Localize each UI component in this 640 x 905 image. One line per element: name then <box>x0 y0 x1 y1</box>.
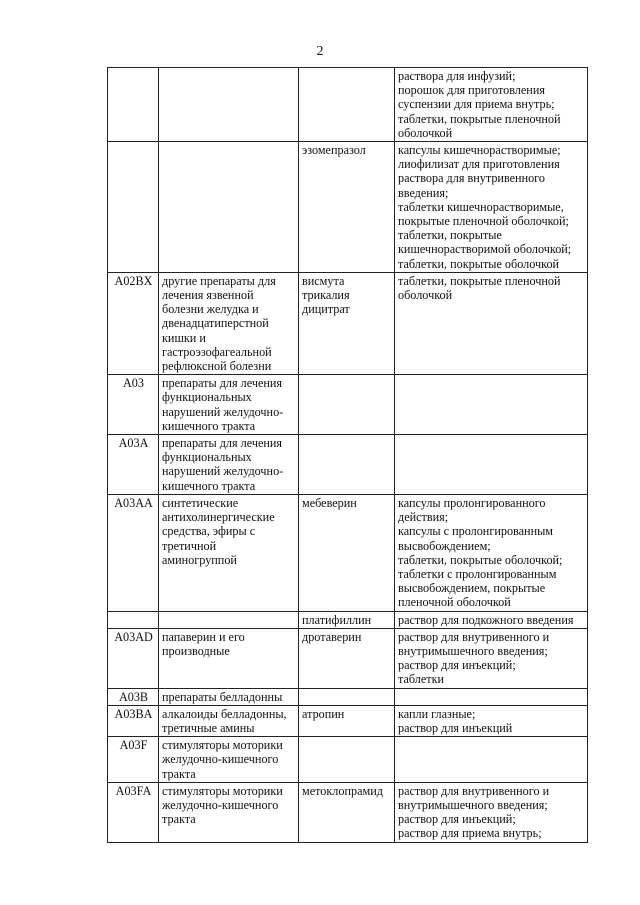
cell-text-line: раствор для инъекций; <box>398 812 516 827</box>
cell-text-line: раствора для внутривенного <box>398 171 545 186</box>
dosage-forms-cell <box>395 628 588 688</box>
page-number: 2 <box>316 44 324 59</box>
cell-text-line: пленочной оболочкой <box>398 595 511 610</box>
cell-text-line: платифиллин <box>302 612 372 627</box>
dosage-forms-cell <box>395 705 588 736</box>
cell-text-line: мебеверин <box>302 495 357 510</box>
cell-text-line: другие препараты для <box>162 273 276 288</box>
cell-text-line: таблетки, покрытые оболочкой <box>398 256 560 271</box>
drug-name-cell <box>299 142 395 273</box>
cell-text-line: лиофилизат для приготовления <box>398 157 560 172</box>
cell-text-line: функциональных <box>162 390 252 405</box>
atc-code-cell: A03FA <box>108 782 159 842</box>
pharmacological-group-cell <box>159 68 299 142</box>
cell-text-line: трикалия <box>302 288 350 303</box>
atc-code-cell: A03AD <box>108 628 159 688</box>
cell-text-line: раствора для инфузий; <box>398 69 516 83</box>
cell-text-line: раствор для подкожного введения <box>398 612 574 627</box>
dosage-forms-cell <box>395 375 588 435</box>
cell-text-line: капсулы с пролонгированным <box>398 524 553 539</box>
drug-name-cell <box>299 688 395 705</box>
drug-name-cell <box>299 68 395 142</box>
pharmacological-group-cell <box>159 688 299 705</box>
cell-text-line: третичные амины <box>162 720 255 735</box>
drug-name-cell <box>299 628 395 688</box>
cell-text-line: введения; <box>398 185 449 200</box>
cell-text-line: лечения язвенной <box>162 288 254 303</box>
atc-code-cell: A03AA <box>108 494 159 611</box>
cell-text-line: нарушений желудочно- <box>162 404 284 419</box>
cell-text-line: оболочкой <box>398 288 453 303</box>
dosage-forms-cell <box>395 611 588 628</box>
cell-text-line: тракта <box>162 812 196 827</box>
cell-text-line: рефлюксной болезни <box>162 359 272 374</box>
pharmacological-group-cell <box>159 272 299 374</box>
cell-text-line: таблетки, покрытые оболочкой; <box>398 552 563 567</box>
cell-text-line: оболочкой <box>398 125 453 140</box>
atc-code-cell <box>108 611 159 628</box>
pharmacological-group-cell <box>159 628 299 688</box>
table-row <box>108 737 588 783</box>
cell-text-line: желудочно-кишечного <box>162 797 279 812</box>
table-row <box>108 782 588 842</box>
cell-text-line: атропин <box>302 706 345 721</box>
cell-text-line: таблетки, покрытые пленочной <box>398 111 561 126</box>
atc-code-cell: A03 <box>108 375 159 435</box>
cell-text-line: таблетки <box>398 672 445 687</box>
cell-text-line: кишечного тракта <box>162 418 256 433</box>
cell-text-line: раствор для внутривенного и <box>398 783 550 798</box>
cell-text-line: порошок для приготовления <box>398 83 545 98</box>
cell-text-line: раствор для приема внутрь; <box>398 826 542 841</box>
drug-name-cell <box>299 494 395 611</box>
cell-text-line: действия; <box>398 510 449 525</box>
cell-text-line: стимуляторы моторики <box>162 783 283 798</box>
cell-text-line: стимуляторы моторики <box>162 738 283 753</box>
cell-text-line: капсулы пролонгированного <box>398 495 546 510</box>
drug-name-cell <box>299 737 395 783</box>
table-row <box>108 142 588 273</box>
cell-text-line: внутримышечного введения; <box>398 643 548 658</box>
table-row <box>108 435 588 495</box>
cell-text-line: желудочно-кишечного <box>162 752 279 767</box>
drug-classification-table <box>107 67 588 843</box>
cell-text-line: раствор для инъекций; <box>398 658 516 673</box>
cell-text-line: метоклопрамид <box>302 783 383 798</box>
cell-text-line: покрытые пленочной оболочкой; <box>398 214 569 229</box>
cell-text-line: тракта <box>162 766 196 781</box>
cell-text-line: таблетки с пролонгированным <box>398 566 557 581</box>
dosage-forms-cell <box>395 688 588 705</box>
cell-text-line: функциональных <box>162 450 252 465</box>
atc-code-cell: A03A <box>108 435 159 495</box>
table-row <box>108 688 588 705</box>
atc-code-cell: A03F <box>108 737 159 783</box>
cell-text-line: двенадцатиперстной <box>162 316 269 331</box>
atc-code-cell: A03B <box>108 688 159 705</box>
table-row <box>108 68 588 142</box>
pharmacological-group-cell <box>159 375 299 435</box>
dosage-forms-cell <box>395 435 588 495</box>
atc-code-cell <box>108 142 159 273</box>
cell-text-line: капли глазные; <box>398 706 476 721</box>
dosage-forms-cell <box>395 68 588 142</box>
dosage-forms-cell <box>395 737 588 783</box>
table-row <box>108 611 588 628</box>
cell-text-line: кишечного тракта <box>162 478 256 493</box>
table-body <box>108 68 588 843</box>
table-row <box>108 272 588 374</box>
pharmacological-group-cell <box>159 494 299 611</box>
cell-text-line: капсулы кишечнорастворимые; <box>398 143 561 158</box>
cell-text-line: кишки и <box>162 330 206 345</box>
cell-text-line: болезни желудка и <box>162 302 259 317</box>
cell-text-line: нарушений желудочно- <box>162 464 284 479</box>
cell-text-line: препараты белладонны <box>162 689 283 704</box>
atc-code-cell: A02BX <box>108 272 159 374</box>
cell-text-line: таблетки, покрытые <box>398 228 502 243</box>
drug-name-cell <box>299 435 395 495</box>
drug-name-cell <box>299 782 395 842</box>
drug-name-cell <box>299 611 395 628</box>
pharmacological-group-cell <box>159 782 299 842</box>
atc-code-cell <box>108 68 159 142</box>
table-row <box>108 375 588 435</box>
dosage-forms-cell <box>395 782 588 842</box>
drug-name-cell <box>299 272 395 374</box>
cell-text-line: раствор для инъекций <box>398 720 513 735</box>
cell-text-line: суспензии для приема внутрь; <box>398 97 555 112</box>
cell-text-line: антихолинергические <box>162 510 275 525</box>
cell-text-line: дицитрат <box>302 302 350 317</box>
cell-text-line: раствор для внутривенного и <box>398 629 550 644</box>
cell-text-line: папаверин и его <box>162 629 245 644</box>
table-row <box>108 494 588 611</box>
cell-text-line: гастроэзофагеальной <box>162 344 272 359</box>
table-row <box>108 705 588 736</box>
pharmacological-group-cell <box>159 737 299 783</box>
cell-text-line: висмута <box>302 273 345 288</box>
cell-text-line: алкалоиды белладонны, <box>162 706 287 721</box>
table-row <box>108 628 588 688</box>
cell-text-line: дротаверин <box>302 629 362 644</box>
pharmacological-group-cell <box>159 142 299 273</box>
cell-text-line: средства, эфиры с <box>162 524 256 539</box>
cell-text-line: синтетические <box>162 495 239 510</box>
cell-text-line: третичной <box>162 538 217 553</box>
cell-text-line: эзомепразол <box>302 143 366 158</box>
atc-code-cell: A03BA <box>108 705 159 736</box>
drug-name-cell <box>299 375 395 435</box>
cell-text-line: кишечнорастворимой оболочкой; <box>398 242 572 257</box>
cell-text-line: препараты для лечения <box>162 436 283 451</box>
pharmacological-group-cell <box>159 705 299 736</box>
cell-text-line: таблетки кишечнорастворимые, <box>398 199 564 214</box>
dosage-forms-cell <box>395 142 588 273</box>
cell-text-line: препараты для лечения <box>162 376 283 391</box>
cell-text-line: внутримышечного введения; <box>398 797 548 812</box>
pharmacological-group-cell <box>159 611 299 628</box>
cell-text-line: высвобождением; <box>398 538 491 553</box>
cell-text-line: высвобождением, покрытые <box>398 581 546 596</box>
cell-text-line: производные <box>162 643 230 658</box>
pharmacological-group-cell <box>159 435 299 495</box>
dosage-forms-cell <box>395 494 588 611</box>
cell-text-line: аминогруппой <box>162 552 237 567</box>
dosage-forms-cell <box>395 272 588 374</box>
drug-name-cell <box>299 705 395 736</box>
cell-text-line: таблетки, покрытые пленочной <box>398 273 561 288</box>
